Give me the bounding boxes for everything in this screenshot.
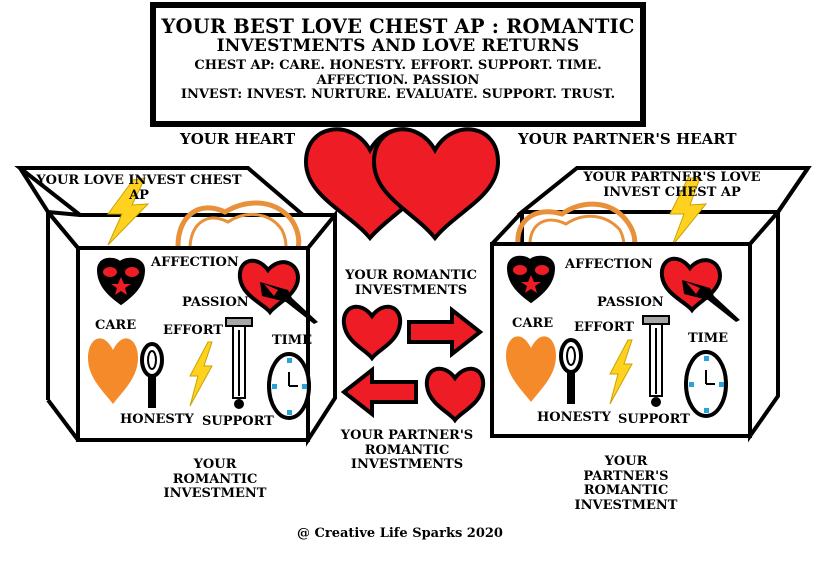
center-top-label-line-2: INVESTMENTS <box>354 282 468 298</box>
left-support-label: SUPPORT <box>202 414 274 429</box>
right-lid-label <box>582 171 762 200</box>
arrow-left-icon <box>344 370 416 414</box>
right-affection-label: AFFECTION <box>565 257 653 272</box>
right-care-label: CARE <box>512 316 554 331</box>
left-passion-label: PASSION <box>182 295 249 310</box>
partner-heart-label: YOUR PARTNER'S HEART <box>518 130 737 148</box>
left-time-label: TIME <box>272 333 313 348</box>
title-line-3: CHEST AP: CARE. HONESTY. EFFORT. SUPPORT. TIME. <box>194 58 602 74</box>
right-caption-line-4: INVESTMENT <box>574 497 678 513</box>
title-line-5: INVEST: INVEST. NURTURE. EVALUATE. SUPPORT. TRUST. <box>180 87 616 103</box>
left-affection-label: AFFECTION <box>151 255 239 270</box>
right-time-clock-icon <box>686 352 726 416</box>
right-caption-line-3: ROMANTIC <box>583 483 669 499</box>
left-caption-line-3: INVESTMENT <box>163 486 267 502</box>
left-caption-line-1: YOUR <box>193 457 237 472</box>
right-passion-label: PASSION <box>597 295 664 310</box>
center-bottom-label <box>332 429 482 473</box>
center-top-label <box>336 269 486 298</box>
center-bottom-label-line-2: ROMANTIC <box>364 442 450 458</box>
left-time-clock-icon <box>269 354 309 418</box>
left-honesty-label: HONESTY <box>120 412 194 427</box>
center-bottom-label-line-1: YOUR PARTNER'S <box>340 428 474 443</box>
right-lid-label-line-2: INVEST CHEST AP <box>603 184 741 200</box>
right-caption-line-2: PARTNER'S <box>583 468 669 484</box>
partner-heart-icon <box>374 129 498 238</box>
right-effort-label: EFFORT <box>574 320 634 335</box>
left-lid-label <box>36 174 242 203</box>
footer-credit: @ Creative Life Sparks 2020 <box>297 526 503 541</box>
left-effort-label: EFFORT <box>163 323 223 338</box>
right-honesty-label: HONESTY <box>537 410 611 425</box>
left-caption-line-2: ROMANTIC <box>172 471 258 487</box>
right-caption-line-1: YOUR <box>604 454 648 469</box>
right-lid-label-line-1: YOUR PARTNER'S LOVE <box>583 170 761 185</box>
center-bottom-label-line-3: INVESTMENTS <box>350 457 464 473</box>
center-heart-top-icon <box>344 307 400 358</box>
right-caption <box>566 455 686 513</box>
left-lid-label-line-1: YOUR LOVE INVEST CHEST <box>36 173 242 188</box>
arrow-right-icon <box>409 310 480 354</box>
left-care-label: CARE <box>95 318 137 333</box>
title-line-2: INVESTMENTS AND LOVE RETURNS <box>216 36 580 57</box>
title-line-4: AFFECTION. PASSION <box>316 72 480 88</box>
left-lid-label-line-2: AP <box>129 187 149 203</box>
right-time-label: TIME <box>688 331 729 346</box>
your-heart-label: YOUR HEART <box>180 130 296 148</box>
left-caption <box>160 458 270 502</box>
center-heart-bottom-icon <box>427 369 483 420</box>
right-support-label: SUPPORT <box>618 412 690 427</box>
title-line-1: YOUR BEST LOVE CHEST AP : ROMANTIC <box>161 15 635 38</box>
center-top-label-line-1: YOUR ROMANTIC <box>345 268 477 283</box>
title-box <box>150 2 646 127</box>
